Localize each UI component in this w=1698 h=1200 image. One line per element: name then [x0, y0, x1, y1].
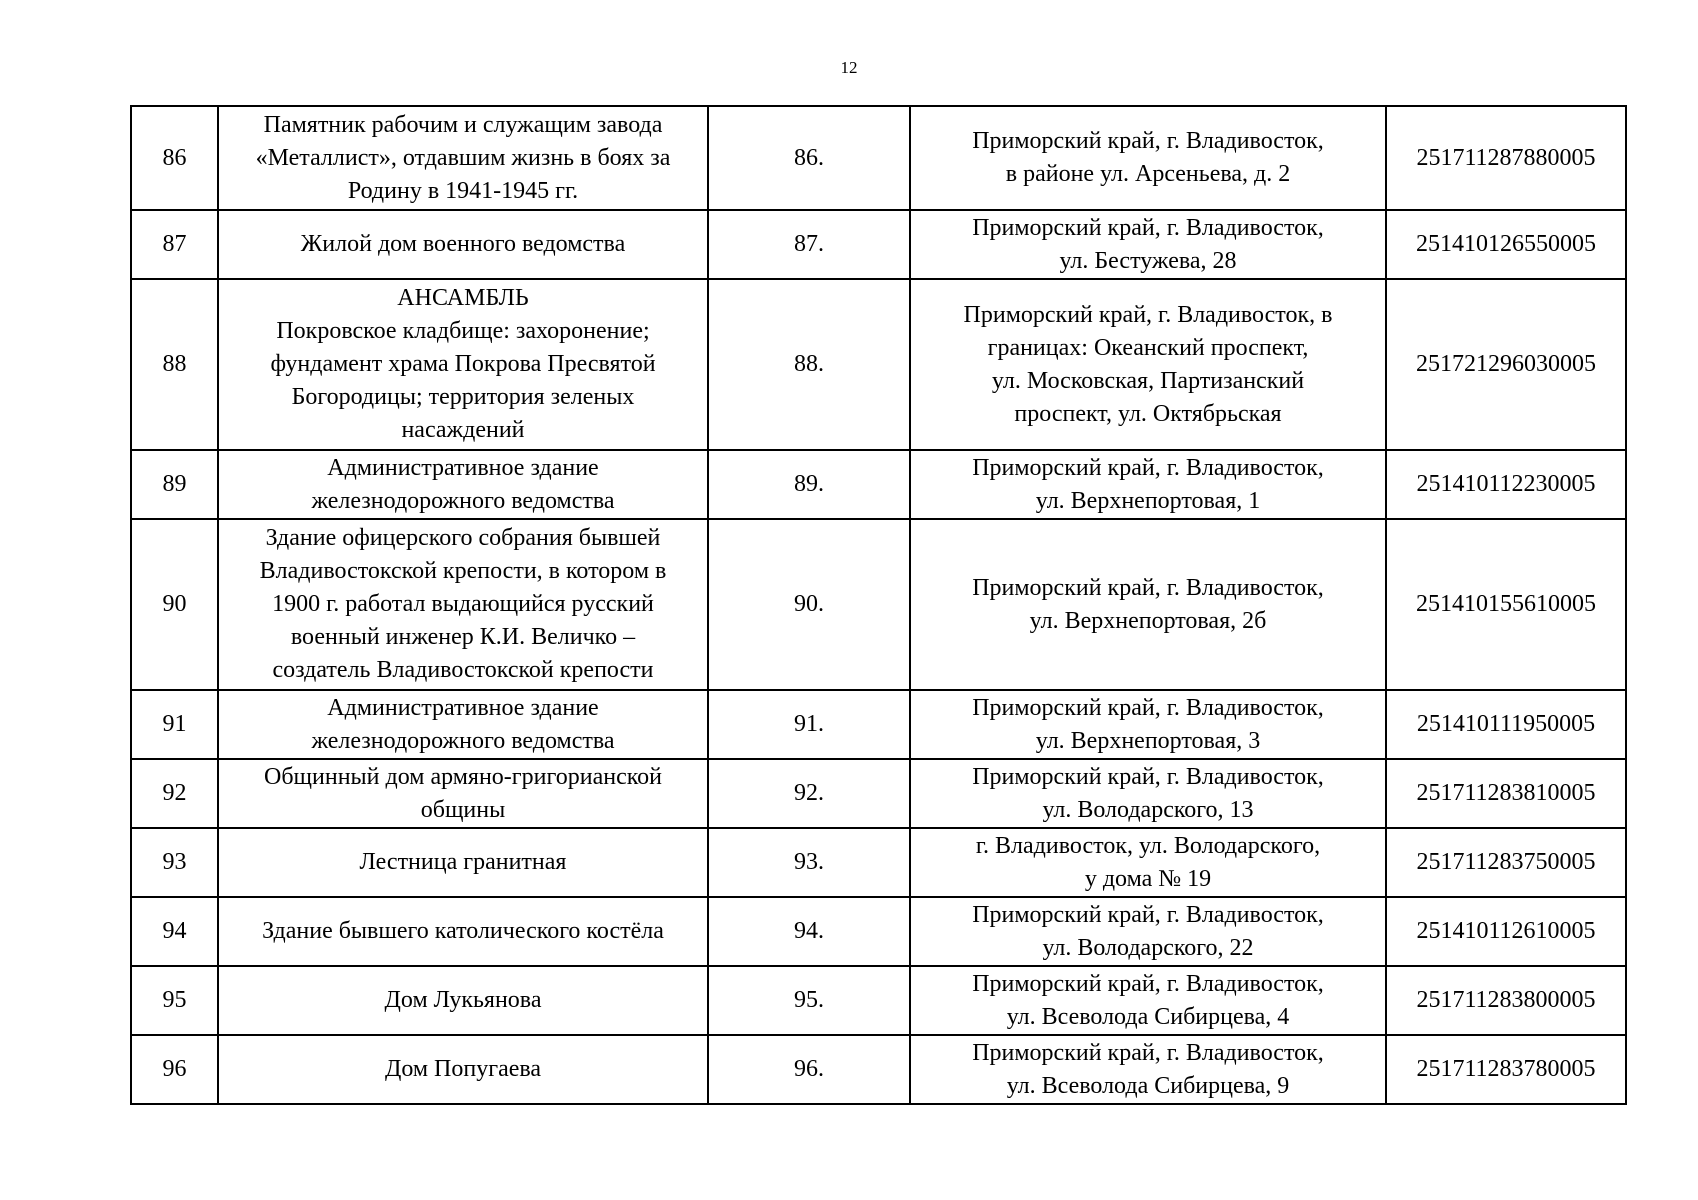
object-name: Дом Лукьянова [218, 966, 708, 1035]
object-address: Приморский край, г. Владивосток, ул. Всеволода Сибирцева, 9 [910, 1035, 1386, 1104]
object-address: Приморский край, г. Владивосток, ул. Всеволода Сибирцева, 4 [910, 966, 1386, 1035]
list-index: 92. [708, 759, 910, 828]
row-number: 92 [131, 759, 218, 828]
object-name: Памятник рабочим и служащим завода «Металлист», отдавшим жизнь в боях за Родину в 1941-1945 гг. [218, 106, 708, 210]
registry-code: 251711287880005 [1386, 106, 1626, 210]
list-index: 88. [708, 279, 910, 450]
list-index: 87. [708, 210, 910, 279]
row-number: 91 [131, 690, 218, 759]
object-name: Административное здание железнодорожного ведомства [218, 690, 708, 759]
list-index: 91. [708, 690, 910, 759]
object-name: Здание бывшего католического костёла [218, 897, 708, 966]
table-row [131, 690, 1626, 759]
table-body [131, 106, 1626, 1104]
list-index: 89. [708, 450, 910, 519]
row-number: 89 [131, 450, 218, 519]
object-name: АНСАМБЛЬ Покровское кладбище: захоронение; фундамент храма Покрова Пресвятой Богородицы; территория зеленых насаждений [218, 279, 708, 450]
object-address: Приморский край, г. Владивосток, в границах: Океанский проспект, ул. Московская, Партизанский проспект, ул. Октябрьская [910, 279, 1386, 450]
registry-code: 251711283810005 [1386, 759, 1626, 828]
table-row [131, 897, 1626, 966]
registry-code: 251711283780005 [1386, 1035, 1626, 1104]
table-row [131, 519, 1626, 690]
row-number: 88 [131, 279, 218, 450]
heritage-registry-table [130, 105, 1627, 1105]
table-row [131, 828, 1626, 897]
registry-code: 251410111950005 [1386, 690, 1626, 759]
registry-code: 251410126550005 [1386, 210, 1626, 279]
registry-code: 251721296030005 [1386, 279, 1626, 450]
object-address: г. Владивосток, ул. Володарского, у дома № 19 [910, 828, 1386, 897]
object-address: Приморский край, г. Владивосток, ул. Володарского, 13 [910, 759, 1386, 828]
object-address: Приморский край, г. Владивосток, ул. Верхнепортовая, 1 [910, 450, 1386, 519]
registry-code: 251711283750005 [1386, 828, 1626, 897]
registry-code: 251711283800005 [1386, 966, 1626, 1035]
object-name: Общинный дом армяно-григорианской общины [218, 759, 708, 828]
table-row [131, 210, 1626, 279]
table-row [131, 1035, 1626, 1104]
row-number: 95 [131, 966, 218, 1035]
registry-code: 251410112610005 [1386, 897, 1626, 966]
table-row [131, 966, 1626, 1035]
table-row [131, 759, 1626, 828]
list-index: 96. [708, 1035, 910, 1104]
row-number: 90 [131, 519, 218, 690]
registry-code: 251410155610005 [1386, 519, 1626, 690]
object-name: Административное здание железнодорожного ведомства [218, 450, 708, 519]
registry-code: 251410112230005 [1386, 450, 1626, 519]
list-index: 90. [708, 519, 910, 690]
table-row [131, 450, 1626, 519]
object-name: Лестница гранитная [218, 828, 708, 897]
row-number: 87 [131, 210, 218, 279]
table-row [131, 279, 1626, 450]
list-index: 95. [708, 966, 910, 1035]
table-row [131, 106, 1626, 210]
row-number: 96 [131, 1035, 218, 1104]
object-address: Приморский край, г. Владивосток, ул. Верхнепортовая, 3 [910, 690, 1386, 759]
row-number: 93 [131, 828, 218, 897]
object-address: Приморский край, г. Владивосток, ул. Верхнепортовая, 2б [910, 519, 1386, 690]
page-number: 12 [840, 58, 858, 77]
object-name: Здание офицерского собрания бывшей Владивостокской крепости, в котором в 1900 г. работал выдающийся русский военный инженер К.И. Величко – создатель Владивостокской крепости [218, 519, 708, 690]
list-index: 93. [708, 828, 910, 897]
object-address: Приморский край, г. Владивосток, ул. Бестужева, 28 [910, 210, 1386, 279]
object-name: Дом Попугаева [218, 1035, 708, 1104]
object-address: Приморский край, г. Владивосток, в районе ул. Арсеньева, д. 2 [910, 106, 1386, 210]
list-index: 86. [708, 106, 910, 210]
row-number: 94 [131, 897, 218, 966]
object-name: Жилой дом военного ведомства [218, 210, 708, 279]
object-address: Приморский край, г. Владивосток, ул. Володарского, 22 [910, 897, 1386, 966]
list-index: 94. [708, 897, 910, 966]
row-number: 86 [131, 106, 218, 210]
